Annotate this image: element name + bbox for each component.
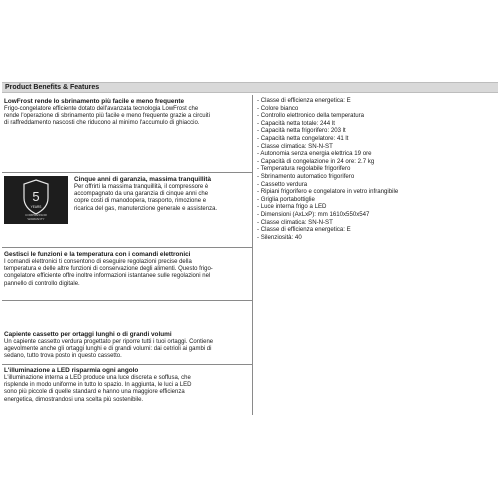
column-divider	[252, 95, 253, 415]
benefit-title: Capiente cassetto per ortaggi lunghi o di grandi volumi	[4, 331, 172, 338]
benefit-text-line: L'illuminazione interna a LED produce una luce discreta e soffusa, che	[4, 374, 191, 381]
section-divider	[2, 364, 252, 365]
feature-item: - Luce interna frigo a LED	[257, 203, 327, 211]
feature-item: - Sbrinamento automatico frigorifero	[257, 172, 355, 180]
section-header-bar	[2, 82, 498, 93]
feature-item: - Controllo elettronico della temperatura	[257, 112, 365, 120]
badge-number: 5	[32, 189, 40, 204]
benefit-text-line: rende l'operazione di sbrinamento più facile e meno frequente grazie a circuiti	[4, 112, 210, 119]
feature-item: - Cassetto verdura	[257, 180, 308, 188]
feature-item: - Capacità netta congelatore: 41 lt	[257, 134, 349, 142]
benefit-title: Cinque anni di garanzia, massima tranquillità	[74, 176, 212, 183]
warranty-shield-icon	[4, 176, 68, 224]
benefit-warranty	[74, 176, 250, 213]
feature-item: - Classe di efficienza energetica: E	[257, 97, 351, 104]
benefit-text-line: accompagnato da una garanzia di cinque anni che	[74, 190, 209, 197]
benefit-description	[4, 106, 250, 128]
benefit-title: Gestisci le funzioni e la temperatura con i comandi elettronici	[4, 251, 191, 258]
benefit-text-line: Un capiente cassetto verdura progettato per riporre tutti i tuoi ortaggi. Contiene	[4, 338, 214, 345]
benefit-text-line: energetica, dimostrandosi una scelta più sostenibile.	[4, 396, 144, 403]
warranty-badge-image	[4, 176, 68, 224]
section-divider	[2, 247, 252, 248]
benefit-led-lighting	[4, 367, 250, 404]
benefit-description	[4, 375, 250, 405]
feature-item: - Dimensioni (AxLxP): mm 1610x550x547	[257, 210, 370, 218]
benefit-title: L'illuminazione a LED risparmia ogni angolo	[4, 367, 139, 374]
benefit-text-line: temperatura e delle altre funzioni di conservazione degli alimenti. Questo frigo-	[4, 265, 213, 272]
benefit-description	[4, 339, 250, 361]
feature-item: - Capacità netta frigorifero: 203 lt	[257, 127, 346, 135]
benefit-text-line: sedano, tutto trova posto in questo cassetto.	[4, 353, 122, 360]
benefit-text-line: copre costi di manodopera, trasporto, rimozione e	[74, 198, 207, 205]
benefit-text-line: ricarica del gas, manutenzione generale e assistenza.	[74, 205, 218, 212]
benefit-title: LowFrost rende lo sbrinamento più facile e meno frequente	[4, 98, 185, 105]
benefit-lowfrost	[4, 98, 250, 128]
feature-item: - Autonomia senza energia elettrica 19 ore	[257, 150, 372, 158]
section-divider	[2, 172, 252, 173]
benefit-text-line: agevolmente anche gli ortaggi lunghi e di grandi volumi: dai cetrioli ai gambi di	[4, 345, 212, 352]
feature-item: - Capacità di congelazione in 24 ore: 2.7 kg	[257, 157, 375, 165]
benefit-text-line: di raffreddamento nascosti che riducono al minimo l'accumulo di ghiaccio.	[4, 120, 200, 127]
feature-item: - Griglia portabottiglie	[257, 195, 315, 203]
feature-list	[257, 97, 497, 241]
feature-item: - Classe di efficienza energetica: E	[257, 226, 351, 234]
benefit-description	[74, 184, 250, 214]
benefit-text-line: Frigo-congelatore efficiente dotato dell'avanzata tecnologia LowFrost che	[4, 105, 199, 112]
benefit-text-line: pannello di controllo digitale.	[4, 280, 80, 287]
benefit-description	[4, 259, 250, 289]
badge-line-warranty: WARRANTY	[27, 217, 45, 221]
feature-item: - Silenziosità: 40	[257, 233, 302, 241]
benefit-electronic-controls	[4, 251, 250, 288]
feature-item: - Classe climatica: SN-N-ST	[257, 218, 333, 226]
feature-item: - Classe climatica: SN-N-ST	[257, 142, 333, 150]
feature-item: - Ripiani frigorifero e congelatore in vetro infrangibile	[257, 188, 399, 196]
feature-item: - Colore bianco	[257, 104, 299, 112]
benefit-vegetable-drawer	[4, 331, 250, 361]
benefit-text-line: sono più piccole di quelle standard e hanno una maggiore efficienza	[4, 389, 185, 396]
badge-line-years: YEARS	[30, 205, 42, 209]
benefit-text-line: Per offrirti la massima tranquillità, il compressore è	[74, 183, 209, 190]
benefit-text-line: I comandi elettronici ti consentono di eseguire regolazioni precise della	[4, 258, 192, 265]
feature-item: - Capacità netta totale: 244 lt	[257, 119, 335, 127]
badge-line-compressor: COMPRESSOR	[25, 213, 47, 217]
section-divider	[2, 300, 252, 301]
feature-item: - Temperatura regolabile frigorifero	[257, 165, 351, 173]
benefit-text-line: congelatore efficiente offre inoltre informazioni istantanee sulle regolazioni nel	[4, 273, 211, 280]
benefit-text-line: risplende in modo uniforme in tutto lo spazio. In aggiunta, le luci a LED	[4, 381, 192, 388]
section-header-title: Product Benefits & Features	[5, 84, 100, 91]
